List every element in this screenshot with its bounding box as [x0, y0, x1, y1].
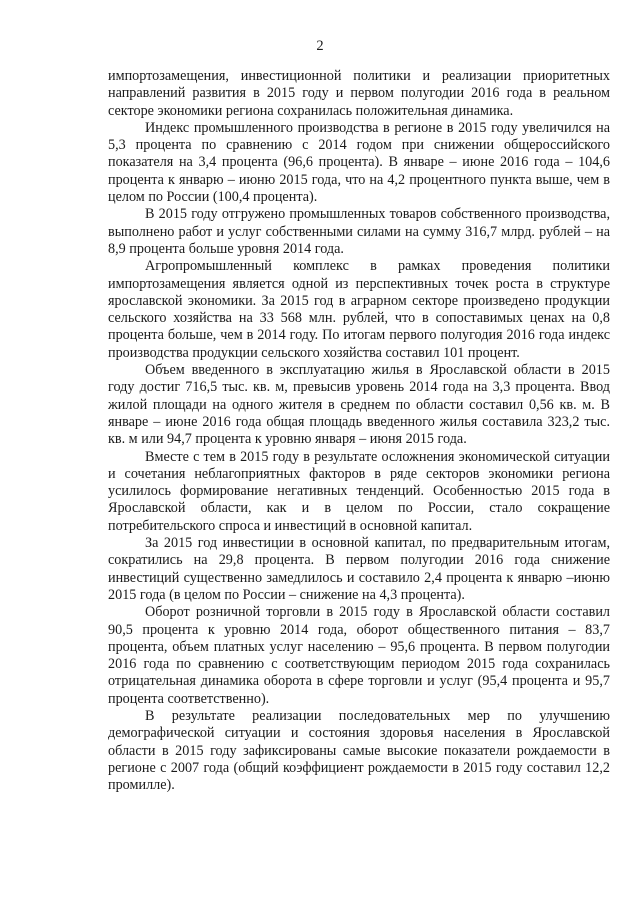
paragraph-import-substitution-continuation: импортозамещения, инвестиционной политики и реализации приоритетных направлений развития в 2015 году и первом полугодии 2016 года в реальном секторе экономики региона сохранилась положительная динамика.	[108, 68, 610, 119]
paragraph-demographic-situation: В результате реализации последовательных мер по улучшению демографической ситуации и состояния здоровья населения в Ярославской области в 2015 году зафиксированы самые высокие показатели рождаемости в регионе с 2007 года (общий коэффициент рождаемости в 2015 году составил 12,2 промилле).	[108, 707, 610, 794]
paragraph-housing-construction: Объем введенного в эксплуатацию жилья в Ярославской области в 2015 году достиг 716,5 тыс. кв. м, превысив уровень 2014 года на 3,3 процента. Ввод жилой площади на одного жителя в среднем по области составил 0,56 кв. м. В январе – июне 2016 года общая площадь введенного жилья составила 323,2 тыс. кв. м или 94,7 процента к уровню января – июня 2015 года.	[108, 362, 610, 448]
paragraph-retail-trade-turnover: Оборот розничной торговли в 2015 году в Ярославской области составил 90,5 процента к уровню 2014 года, оборот общественного питания – 83,7 процента, объем платных услуг населению – 95,6 процента. В первом полугодии 2016 года по сравнению с соответствующим периодом 2015 года сохранилась отрицательная динамика оборота в сфере торговли и услуг (95,4 процента и 95,7 процента соответственно).	[108, 604, 610, 707]
paragraph-industrial-production-index: Индекс промышленного производства в регионе в 2015 году увеличился на 5,3 процента по сравнению с 2014 годом при снижении общероссийского показателя на 3,4 процента (96,6 процента). В январе – июне 2016 года – 104,6 процента к январю – июню 2015 года, что на 4,2 процентного пункта выше, чем в целом по России (100,4 процента).	[108, 119, 610, 206]
paragraph-fixed-capital-investment: За 2015 год инвестиции в основной капитал, по предварительным итогам, сократились на 29,8 процента. В первом полугодии 2016 года снижение инвестиций существенно замедлилось и составило 2,4 процента к январю –июню 2015 года (в целом по России – снижение на 4,3 процента).	[108, 535, 610, 603]
paragraph-agro-industrial-complex: Агропромышленный комплекс в рамках проведения политики импортозамещения является одной из перспективных точек роста в структуре ярославской экономики. За 2015 год в аграрном секторе произведено продукции сельского хозяйства на 33 568 млн. рублей, что в сопоставимых ценах на 0,8 процента больше, чем в 2014 году. По итогам первого полугодия 2016 года индекс производства продукции сельского хозяйства составил 101 процент.	[108, 258, 610, 361]
paragraph-negative-trends: Вместе с тем в 2015 году в результате осложнения экономической ситуации и сочетания неблагоприятных факторов в ряде секторов экономики региона усилилось формирование негативных тенденций. Особенностью 2015 года в Ярославской области, как и в целом по России, стало сокращение потребительского спроса и инвестиций в основной капитал.	[108, 448, 610, 534]
page-number: 2	[316, 38, 324, 54]
document-body	[108, 68, 610, 794]
paragraph-industrial-shipments: В 2015 году отгружено промышленных товаров собственного производства, выполнено работ и услуг собственными силами на сумму 316,7 млрд. рублей – на 8,9 процента больше уровня 2014 года.	[108, 206, 610, 257]
